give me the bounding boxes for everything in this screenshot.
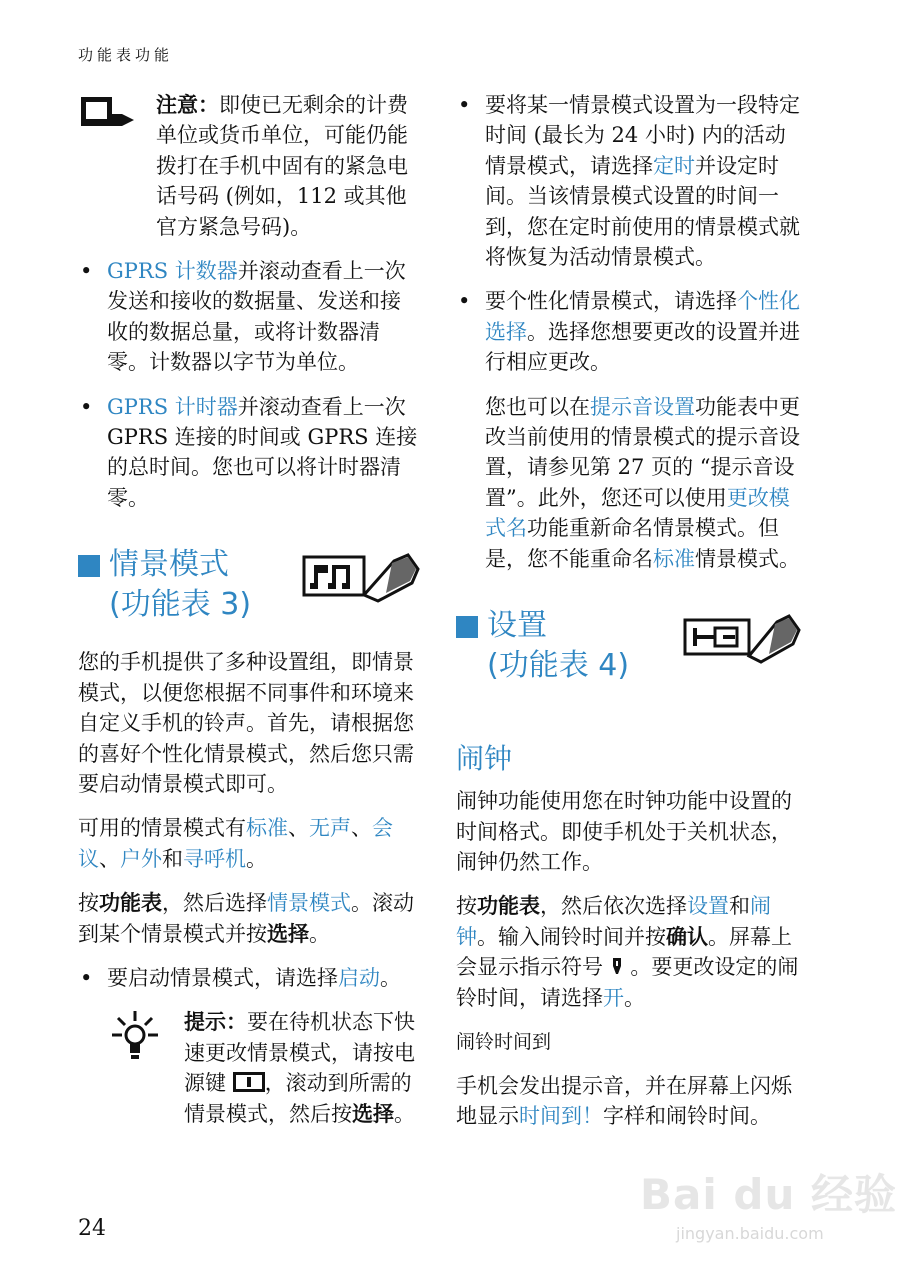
- menu-link-settings[interactable]: 设置: [687, 894, 729, 919]
- bullet-dot: •: [80, 259, 93, 284]
- note-label: 注意：: [156, 92, 219, 117]
- option-link-activate[interactable]: 启动: [338, 965, 380, 990]
- alarm-indicator-icon: [610, 956, 624, 976]
- key-ok: 确认: [666, 923, 708, 949]
- section-title: 情景模式: [109, 547, 229, 583]
- section-square-icon: [456, 616, 478, 638]
- section-heading-profiles: [78, 547, 420, 645]
- baidu-logo: Bai du 经验: [640, 1170, 897, 1219]
- running-header: 功能表功能: [78, 46, 174, 64]
- list-item: • 要个性化情景模式，请选择个性化选择。选择您想要更改的设置并进行相应更改。: [456, 286, 801, 377]
- right-column: [456, 90, 801, 1132]
- menu-link-gprs-counter[interactable]: GPRS 计数器: [107, 259, 238, 284]
- settings-menu-icon: [683, 612, 801, 666]
- profiles-instruction: 按功能表，然后选择情景模式。滚动到某个情景模式并按选择。: [78, 890, 414, 946]
- section-heading-settings: [456, 608, 801, 706]
- watermark-url: jingyan.baidu.com: [676, 1224, 824, 1243]
- note-text: 即使已无剩余的计费单位或货币单位，可能仍能拨打在手机中固有的紧急电话号码 (例如，112 或其他官方紧急号码)。: [156, 93, 408, 239]
- power-key-icon: [233, 1072, 265, 1092]
- option-link-timed[interactable]: 定时: [653, 153, 695, 178]
- profile-link-silent[interactable]: 无声: [309, 816, 351, 841]
- menu-link-tone-settings[interactable]: 提示音设置: [590, 394, 695, 419]
- tip-lightbulb-icon: [110, 1009, 160, 1065]
- profile-link-outdoor[interactable]: 户外: [120, 846, 162, 871]
- note-hand-icon: [78, 94, 138, 128]
- alarm-description: 闹钟功能使用您在时钟功能中设置的时间格式。即使手机处于关机状态，闹钟仍然工作。: [456, 789, 792, 874]
- profiles-menu-icon: [302, 551, 420, 605]
- key-select: 选择: [267, 920, 309, 946]
- available-profiles: 可用的情景模式有标准、无声、会议、户外和寻呼机。: [78, 816, 393, 871]
- page-number: 24: [78, 1216, 106, 1241]
- key-select: 选择: [352, 1100, 394, 1126]
- list-item: • 要将某一情景模式设置为一段特定时间 (最长为 24 小时) 内的活动情景模式，请选择定时并设定时间。当该情景模式设置的时间一到，您在定时前使用的情景模式就将恢复为活动情景模式。: [456, 90, 801, 272]
- bullet-dot: •: [458, 93, 471, 117]
- subsection-title-alarm: 闹钟: [456, 742, 513, 776]
- tip-block: 提示：要在待机状态下快速更改情景模式，请按电源键 ，滚动到所需的情景模式，然后按选择。: [78, 1007, 420, 1129]
- section-square-icon: [78, 555, 100, 577]
- menu-link-profiles[interactable]: 情景模式: [267, 891, 351, 916]
- bullet-dot: •: [458, 289, 471, 314]
- alarm-time-up-label: 时间到！: [519, 1104, 603, 1129]
- option-link-on[interactable]: 开: [603, 985, 624, 1010]
- profile-link-general[interactable]: 标准: [246, 816, 288, 841]
- alarm-instruction: 按功能表，然后依次选择设置和闹钟。输入闹铃时间并按确认。屏幕上会显示指示符号 。要更改设定的闹铃时间，请选择开。: [456, 893, 799, 1010]
- profile-link-general[interactable]: 标准: [653, 546, 695, 571]
- list-item: • 要启动情景模式，请选择启动。: [78, 963, 420, 993]
- bullet-dot: •: [80, 965, 93, 990]
- list-item: • GPRS 计时器并滚动查看上一次 GPRS 连接的时间或 GPRS 连接的总时间。您也可以将计时器清零。: [78, 392, 420, 514]
- profile-link-meeting[interactable]: 会议: [78, 816, 393, 871]
- option-link-rename[interactable]: 更改模式名: [485, 485, 790, 541]
- profiles-intro: 您的手机提供了多种设置组，即情景模式，以便您根据不同事件和环境来自定义手机的铃声。首先，请根据您的喜好个性化情景模式，然后您只需要启动情景模式即可。: [78, 650, 414, 796]
- section-subtitle: (功能表 3): [109, 587, 252, 623]
- key-menu: 功能表: [477, 893, 540, 919]
- note-block: [78, 90, 420, 242]
- subheading-alarm-time-up: 闹铃时间到: [456, 1030, 552, 1053]
- tip-label: 提示：: [184, 1009, 247, 1035]
- section-subtitle: (功能表 4): [487, 648, 630, 684]
- menu-link-alarm[interactable]: 闹钟: [456, 894, 771, 949]
- alarm-time-up-text: 手机会发出提示音，并在屏幕上闪烁地显示时间到！字样和闹铃时间。: [456, 1073, 792, 1129]
- watermark: [640, 1150, 897, 1260]
- list-item: • GPRS 计数器并滚动查看上一次发送和接收的数据量、发送和接收的数据总量，或将计数器清零。计数器以字节为单位。: [78, 256, 420, 378]
- bullet-dot: •: [80, 394, 93, 419]
- menu-link-gprs-timer[interactable]: GPRS 计时器: [107, 394, 238, 419]
- left-column: [78, 90, 420, 1129]
- section-title: 设置: [487, 608, 547, 644]
- key-menu: 功能表: [99, 890, 162, 916]
- option-link-personalise[interactable]: 个性化选择: [485, 289, 800, 344]
- profile-link-pager[interactable]: 寻呼机: [183, 846, 246, 871]
- profiles-extra-paragraph: 您也可以在提示音设置功能表中更改当前使用的情景模式的提示音设置，请参见第 27 页的 “提示音设置”。此外，您还可以使用更改模式名功能重新命名情景模式。但是，您不能重命名标准情景模式。: [485, 394, 800, 571]
